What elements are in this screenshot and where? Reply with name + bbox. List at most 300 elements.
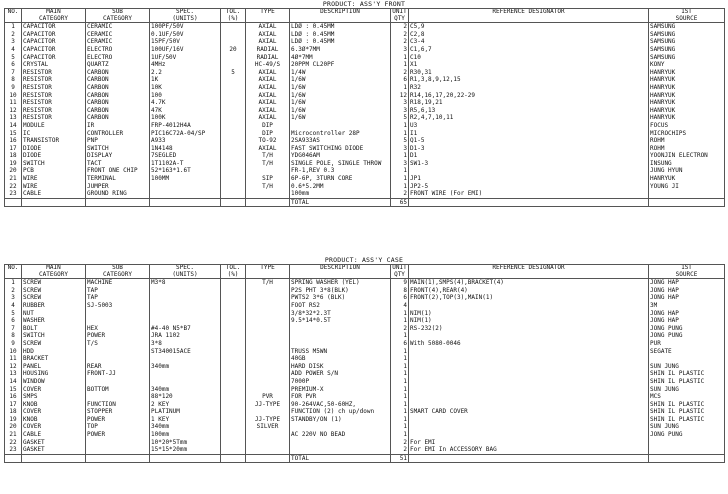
cell-source: JONG PUNG bbox=[649, 431, 725, 439]
cell-sub-category: GROUND RING bbox=[86, 190, 150, 198]
table-row bbox=[5, 92, 725, 100]
cell-reference-designator: FRONT WIRE (For EMI) bbox=[409, 190, 649, 198]
section-title: PRODUCT: ASS'Y CASE bbox=[324, 256, 404, 264]
cell-qty: 1 bbox=[391, 378, 409, 386]
cell-source: SAMSUNG bbox=[649, 46, 725, 54]
cell-main-category: SWITCH bbox=[22, 160, 86, 168]
header-sublabel bbox=[291, 16, 389, 23]
table-row bbox=[5, 122, 725, 130]
cell-sub-category: SJ-5003 bbox=[86, 302, 150, 310]
cell-no: 9 bbox=[5, 84, 22, 92]
cell-no: 5 bbox=[5, 310, 22, 318]
cell-sub-category: CARBON bbox=[86, 92, 150, 100]
cell-reference-designator: Q1-5 bbox=[409, 137, 649, 145]
table-row bbox=[5, 317, 725, 325]
cell-source bbox=[649, 446, 725, 454]
table-row bbox=[5, 446, 725, 454]
cell-reference-designator: I1 bbox=[409, 130, 649, 138]
cell-reference-designator: U3 bbox=[409, 122, 649, 130]
cell-no: 19 bbox=[5, 160, 22, 168]
cell-type bbox=[246, 378, 290, 386]
cell-main-category: SCREW bbox=[22, 279, 86, 287]
cell-main-category: RUBBER bbox=[22, 302, 86, 310]
header-label: UNIT bbox=[392, 8, 407, 15]
cell-no: 8 bbox=[5, 332, 22, 340]
cell-main-category: SWITCH bbox=[22, 332, 86, 340]
cell-source: JONG HAP bbox=[649, 310, 725, 318]
cell-sub-category bbox=[86, 393, 150, 401]
cell-sub-category: CARBON bbox=[86, 84, 150, 92]
cell-description bbox=[290, 325, 391, 333]
cell-no: 19 bbox=[5, 416, 22, 424]
table-row bbox=[5, 114, 725, 122]
cell-tolerance bbox=[221, 152, 246, 160]
cell-type bbox=[246, 190, 290, 198]
cell-tolerance bbox=[221, 325, 246, 333]
cell-type: TO-92 bbox=[246, 137, 290, 145]
cell-spec bbox=[150, 317, 221, 325]
cell-sub-category bbox=[86, 348, 150, 356]
header-label: NO. bbox=[7, 264, 19, 271]
cell-tolerance bbox=[221, 423, 246, 431]
cell-tolerance bbox=[221, 363, 246, 371]
header-sublabel bbox=[247, 272, 288, 279]
header-label: 1ST bbox=[681, 264, 692, 271]
header-description bbox=[290, 9, 391, 23]
table-row bbox=[5, 310, 725, 318]
table-row bbox=[5, 355, 725, 363]
cell-reference-designator: C3-4 bbox=[409, 38, 649, 46]
cell-qty: 1 bbox=[391, 370, 409, 378]
cell-source: JONG HAP bbox=[649, 317, 725, 325]
cell-main-category: RESISTOR bbox=[22, 92, 86, 100]
total-empty-cell bbox=[221, 198, 246, 207]
cell-reference-designator: D1-3 bbox=[409, 145, 649, 153]
header-label: SPEC. bbox=[175, 8, 195, 15]
cell-description: FR-1,REV 0.3 bbox=[290, 167, 391, 175]
cell-main-category: RESISTOR bbox=[22, 69, 86, 77]
table-row bbox=[5, 152, 725, 160]
table-row bbox=[5, 294, 725, 302]
cell-sub-category: CONTROLLER bbox=[86, 130, 150, 138]
cell-type: AXIAL bbox=[246, 69, 290, 77]
table-row bbox=[5, 31, 725, 39]
cell-qty: 3 bbox=[391, 145, 409, 153]
cell-tolerance bbox=[221, 302, 246, 310]
cell-main-category: GASKET bbox=[22, 446, 86, 454]
cell-sub-category: TACT bbox=[86, 160, 150, 168]
cell-spec: 100 bbox=[150, 92, 221, 100]
cell-tolerance bbox=[221, 183, 246, 191]
total-empty-cell bbox=[246, 454, 290, 463]
cell-description: 1/6W bbox=[290, 84, 391, 92]
cell-sub-category: T/S bbox=[86, 340, 150, 348]
header-sublabel bbox=[6, 16, 20, 23]
cell-spec: 1K bbox=[150, 76, 221, 84]
header-no bbox=[5, 265, 22, 279]
cell-no: 16 bbox=[5, 393, 22, 401]
cell-reference-designator bbox=[409, 363, 649, 371]
cell-description: 0.6*5.2MM bbox=[290, 183, 391, 191]
table-row bbox=[5, 340, 725, 348]
header-reference-designator bbox=[409, 265, 649, 279]
header-label: MAIN bbox=[46, 8, 61, 15]
header-sublabel: QTY bbox=[394, 270, 405, 278]
total-empty-cell bbox=[221, 454, 246, 463]
cell-spec: 100mm bbox=[150, 431, 221, 439]
header-qty bbox=[391, 9, 409, 23]
cell-reference-designator: For EMI bbox=[409, 439, 649, 447]
cell-qty: 1 bbox=[391, 167, 409, 175]
cell-qty: 9 bbox=[391, 279, 409, 287]
cell-source: HANRYUK bbox=[649, 175, 725, 183]
cell-spec: #4-40 N5*B7 bbox=[150, 325, 221, 333]
cell-type: SIP bbox=[246, 175, 290, 183]
cell-spec bbox=[150, 370, 221, 378]
cell-qty: 6 bbox=[391, 76, 409, 84]
cell-source: SUN JUNG bbox=[649, 363, 725, 371]
cell-no: 18 bbox=[5, 152, 22, 160]
table-row bbox=[5, 416, 725, 424]
section-title: PRODUCT: ASS'Y FRONT bbox=[322, 0, 406, 8]
cell-tolerance bbox=[221, 92, 246, 100]
cell-type: AXIAL bbox=[246, 76, 290, 84]
cell-sub-category bbox=[86, 378, 150, 386]
table-header bbox=[5, 9, 725, 23]
cell-reference-designator: RS-232(2) bbox=[409, 325, 649, 333]
cell-reference-designator: R18,19,21 bbox=[409, 99, 649, 107]
cell-main-category: TRANSISTOR bbox=[22, 137, 86, 145]
total-row bbox=[5, 454, 725, 463]
header-label: NO. bbox=[7, 8, 19, 15]
cell-spec: 2.2 bbox=[150, 69, 221, 77]
cell-tolerance bbox=[221, 408, 246, 416]
cell-spec: 4.7K bbox=[150, 99, 221, 107]
cell-spec bbox=[150, 310, 221, 318]
table-header bbox=[5, 265, 725, 279]
table-row bbox=[5, 370, 725, 378]
cell-type bbox=[246, 294, 290, 302]
cell-tolerance bbox=[221, 167, 246, 175]
cell-reference-designator: SMART CARD COVER bbox=[409, 408, 649, 416]
header-spec bbox=[150, 265, 221, 279]
table-row bbox=[5, 401, 725, 409]
total-empty-cell bbox=[150, 454, 221, 463]
assy-front-sheet bbox=[4, 0, 724, 207]
cell-no: 11 bbox=[5, 355, 22, 363]
cell-reference-designator: R14,16,17,20,22-29 bbox=[409, 92, 649, 100]
cell-qty: 1 bbox=[391, 431, 409, 439]
header-source bbox=[649, 265, 725, 279]
cell-sub-category: QUARTZ bbox=[86, 61, 150, 69]
cell-qty: 1 bbox=[391, 84, 409, 92]
cell-sub-category: BOTTOM bbox=[86, 386, 150, 394]
cell-type: T/H bbox=[246, 152, 290, 160]
cell-tolerance bbox=[221, 378, 246, 386]
cell-tolerance bbox=[221, 130, 246, 138]
cell-reference-designator bbox=[409, 378, 649, 386]
table-row bbox=[5, 386, 725, 394]
cell-qty: 1 bbox=[391, 363, 409, 371]
header-sublabel: (%) bbox=[227, 270, 239, 278]
cell-source: SAMSUNG bbox=[649, 31, 725, 39]
cell-reference-designator bbox=[409, 423, 649, 431]
cell-no: 18 bbox=[5, 408, 22, 416]
cell-no: 13 bbox=[5, 370, 22, 378]
cell-tolerance: 20 bbox=[221, 46, 246, 54]
cell-spec: 52*163*1.6T bbox=[150, 167, 221, 175]
header-sublabel bbox=[410, 272, 647, 279]
cell-sub-category: HEX bbox=[86, 325, 150, 333]
table-row bbox=[5, 61, 725, 69]
header-label: SPEC. bbox=[175, 264, 195, 271]
cell-description: FOR PVR bbox=[290, 393, 391, 401]
table-row bbox=[5, 167, 725, 175]
cell-source: ROHM bbox=[649, 145, 725, 153]
cell-spec: 4MHz bbox=[150, 61, 221, 69]
cell-no: 6 bbox=[5, 61, 22, 69]
cell-reference-designator bbox=[409, 302, 649, 310]
cell-no: 15 bbox=[5, 386, 22, 394]
cell-sub-category bbox=[86, 446, 150, 454]
table-row bbox=[5, 99, 725, 107]
cell-description: 1/6W bbox=[290, 107, 391, 115]
cell-spec: 100MM bbox=[150, 175, 221, 183]
header-sublabel: QTY bbox=[394, 14, 405, 22]
table-row bbox=[5, 190, 725, 198]
cell-type: AXIAL bbox=[246, 23, 290, 31]
cell-type bbox=[246, 363, 290, 371]
cell-reference-designator: R2,4,7,10,11 bbox=[409, 114, 649, 122]
total-empty-cell bbox=[246, 198, 290, 207]
cell-reference-designator: D1 bbox=[409, 152, 649, 160]
cell-tolerance bbox=[221, 107, 246, 115]
cell-spec bbox=[150, 294, 221, 302]
cell-source: JONG HAP bbox=[649, 294, 725, 302]
cell-main-category: DIODE bbox=[22, 152, 86, 160]
cell-no: 14 bbox=[5, 122, 22, 130]
cell-source: JONG PUNG bbox=[649, 332, 725, 340]
cell-tolerance bbox=[221, 401, 246, 409]
cell-no: 6 bbox=[5, 317, 22, 325]
cell-source: 3M bbox=[649, 302, 725, 310]
cell-sub-category: FUNCTION bbox=[86, 401, 150, 409]
total-qty: 65 bbox=[391, 198, 409, 207]
bom-table-front bbox=[4, 8, 725, 207]
cell-no: 8 bbox=[5, 76, 22, 84]
table-row bbox=[5, 130, 725, 138]
cell-main-category: RESISTOR bbox=[22, 107, 86, 115]
cell-description: LDØ : 0.45MM bbox=[290, 31, 391, 39]
cell-no: 3 bbox=[5, 38, 22, 46]
table-row bbox=[5, 287, 725, 295]
total-empty-cell bbox=[22, 454, 86, 463]
header-label: TOL. bbox=[225, 8, 241, 15]
cell-type: T/H bbox=[246, 279, 290, 287]
cell-sub-category bbox=[86, 355, 150, 363]
cell-description bbox=[290, 439, 391, 447]
cell-spec: PIC16C72A-04/SP bbox=[150, 130, 221, 138]
cell-qty: 3 bbox=[391, 107, 409, 115]
cell-qty: 1 bbox=[391, 332, 409, 340]
total-empty-cell bbox=[5, 198, 22, 207]
cell-sub-category: TAP bbox=[86, 294, 150, 302]
cell-spec: M3*8 bbox=[150, 279, 221, 287]
cell-spec: 47K bbox=[150, 107, 221, 115]
cell-main-category: KNOB bbox=[22, 416, 86, 424]
cell-source: HANRYUK bbox=[649, 76, 725, 84]
cell-qty: 2 bbox=[391, 439, 409, 447]
header-sub-category bbox=[86, 9, 150, 23]
cell-no: 12 bbox=[5, 107, 22, 115]
cell-type: DIP bbox=[246, 122, 290, 130]
cell-tolerance bbox=[221, 287, 246, 295]
cell-type: RADIAL bbox=[246, 54, 290, 62]
cell-description: 1/6W bbox=[290, 76, 391, 84]
cell-qty: 1 bbox=[391, 386, 409, 394]
header-label: UNIT bbox=[392, 264, 407, 271]
cell-spec: 340mm bbox=[150, 363, 221, 371]
header-label: SUB bbox=[112, 8, 123, 15]
cell-tolerance bbox=[221, 332, 246, 340]
cell-sub-category: STOPPER bbox=[86, 408, 150, 416]
table-row bbox=[5, 431, 725, 439]
cell-main-category: CAPACITOR bbox=[22, 31, 86, 39]
cell-spec: 100K bbox=[150, 114, 221, 122]
header-sublabel: (UNITS) bbox=[172, 270, 198, 278]
cell-type bbox=[246, 167, 290, 175]
cell-type bbox=[246, 355, 290, 363]
cell-main-category: RESISTOR bbox=[22, 76, 86, 84]
cell-no: 7 bbox=[5, 325, 22, 333]
cell-main-category: NUT bbox=[22, 310, 86, 318]
table-row bbox=[5, 363, 725, 371]
cell-main-category: WASHER bbox=[22, 317, 86, 325]
header-no bbox=[5, 9, 22, 23]
bom-table-case bbox=[4, 264, 725, 463]
cell-tolerance bbox=[221, 355, 246, 363]
cell-sub-category: CARBON bbox=[86, 99, 150, 107]
cell-main-category: CAPACITOR bbox=[22, 46, 86, 54]
cell-qty: 2 bbox=[391, 69, 409, 77]
cell-tolerance bbox=[221, 160, 246, 168]
cell-tolerance bbox=[221, 145, 246, 153]
cell-source: YOUNG JI bbox=[649, 183, 725, 191]
cell-no: 22 bbox=[5, 439, 22, 447]
cell-source: MCS bbox=[649, 393, 725, 401]
cell-source: SHIN IL PLASTIC bbox=[649, 416, 725, 424]
cell-source: HANRYUK bbox=[649, 99, 725, 107]
cell-tolerance bbox=[221, 61, 246, 69]
table-row bbox=[5, 160, 725, 168]
cell-description: FAST SWITCHING DIODE bbox=[290, 145, 391, 153]
cell-qty: 1 bbox=[391, 122, 409, 130]
cell-type bbox=[246, 348, 290, 356]
cell-tolerance bbox=[221, 370, 246, 378]
cell-qty: 1 bbox=[391, 401, 409, 409]
cell-qty: 2 bbox=[391, 190, 409, 198]
cell-main-category: CABLE bbox=[22, 190, 86, 198]
cell-reference-designator: FRONT(4),REAR(4) bbox=[409, 287, 649, 295]
header-label: 1ST bbox=[681, 8, 692, 15]
cell-spec: 10K bbox=[150, 84, 221, 92]
cell-main-category: WIRE bbox=[22, 175, 86, 183]
cell-sub-category: CERAMIC bbox=[86, 38, 150, 46]
header-label: DESCRIPTION bbox=[320, 8, 360, 15]
cell-tolerance bbox=[221, 446, 246, 454]
cell-spec bbox=[150, 190, 221, 198]
cell-no: 2 bbox=[5, 287, 22, 295]
table-row bbox=[5, 69, 725, 77]
cell-main-category: DIODE bbox=[22, 145, 86, 153]
cell-type bbox=[246, 310, 290, 318]
cell-reference-designator bbox=[409, 332, 649, 340]
cell-source: SAMSUNG bbox=[649, 54, 725, 62]
cell-description bbox=[290, 340, 391, 348]
cell-source: PUR bbox=[649, 340, 725, 348]
cell-sub-category: DISPLAY bbox=[86, 152, 150, 160]
cell-no: 20 bbox=[5, 167, 22, 175]
cell-qty: 12 bbox=[391, 92, 409, 100]
table-row bbox=[5, 348, 725, 356]
cell-type: RADIAL bbox=[246, 46, 290, 54]
table-row bbox=[5, 38, 725, 46]
cell-tolerance bbox=[221, 122, 246, 130]
cell-spec: 1T1102A-T bbox=[150, 160, 221, 168]
cell-qty: 1 bbox=[391, 183, 409, 191]
cell-main-category: PCB bbox=[22, 167, 86, 175]
cell-qty: 1 bbox=[391, 355, 409, 363]
table-row bbox=[5, 408, 725, 416]
header-tolerance bbox=[221, 9, 246, 23]
cell-spec bbox=[150, 355, 221, 363]
total-label: TOTAL bbox=[290, 454, 391, 463]
cell-main-category: CABLE bbox=[22, 431, 86, 439]
cell-tolerance bbox=[221, 386, 246, 394]
cell-description: 20PPM CL20PF bbox=[290, 61, 391, 69]
cell-reference-designator bbox=[409, 393, 649, 401]
cell-source: SUN JUNG bbox=[649, 386, 725, 394]
cell-spec bbox=[150, 183, 221, 191]
cell-no: 5 bbox=[5, 54, 22, 62]
header-label: DESCRIPTION bbox=[320, 264, 360, 271]
cell-reference-designator: JP1 bbox=[409, 175, 649, 183]
cell-reference-designator bbox=[409, 431, 649, 439]
cell-tolerance bbox=[221, 393, 246, 401]
table-row bbox=[5, 145, 725, 153]
header-spec bbox=[150, 9, 221, 23]
cell-reference-designator: R32 bbox=[409, 84, 649, 92]
cell-source: HANRYUK bbox=[649, 107, 725, 115]
cell-description: SPRING WASHER (YEL) bbox=[290, 279, 391, 287]
cell-sub-category: REAR bbox=[86, 363, 150, 371]
cell-source: KONY bbox=[649, 61, 725, 69]
cell-description: STANDBY/ON (1) bbox=[290, 416, 391, 424]
cell-sub-category: FRONT ONE CHIP bbox=[86, 167, 150, 175]
table-row bbox=[5, 332, 725, 340]
cell-type bbox=[246, 317, 290, 325]
cell-no: 9 bbox=[5, 340, 22, 348]
cell-source: SHIN IL PLASTIC bbox=[649, 408, 725, 416]
cell-type: DIP bbox=[246, 130, 290, 138]
cell-reference-designator: JP2-5 bbox=[409, 183, 649, 191]
cell-tolerance bbox=[221, 114, 246, 122]
cell-no: 11 bbox=[5, 99, 22, 107]
cell-sub-category: TAP bbox=[86, 287, 150, 295]
cell-no: 14 bbox=[5, 378, 22, 386]
header-sublabel bbox=[247, 16, 288, 23]
header-sublabel: CATEGORY bbox=[39, 270, 68, 278]
